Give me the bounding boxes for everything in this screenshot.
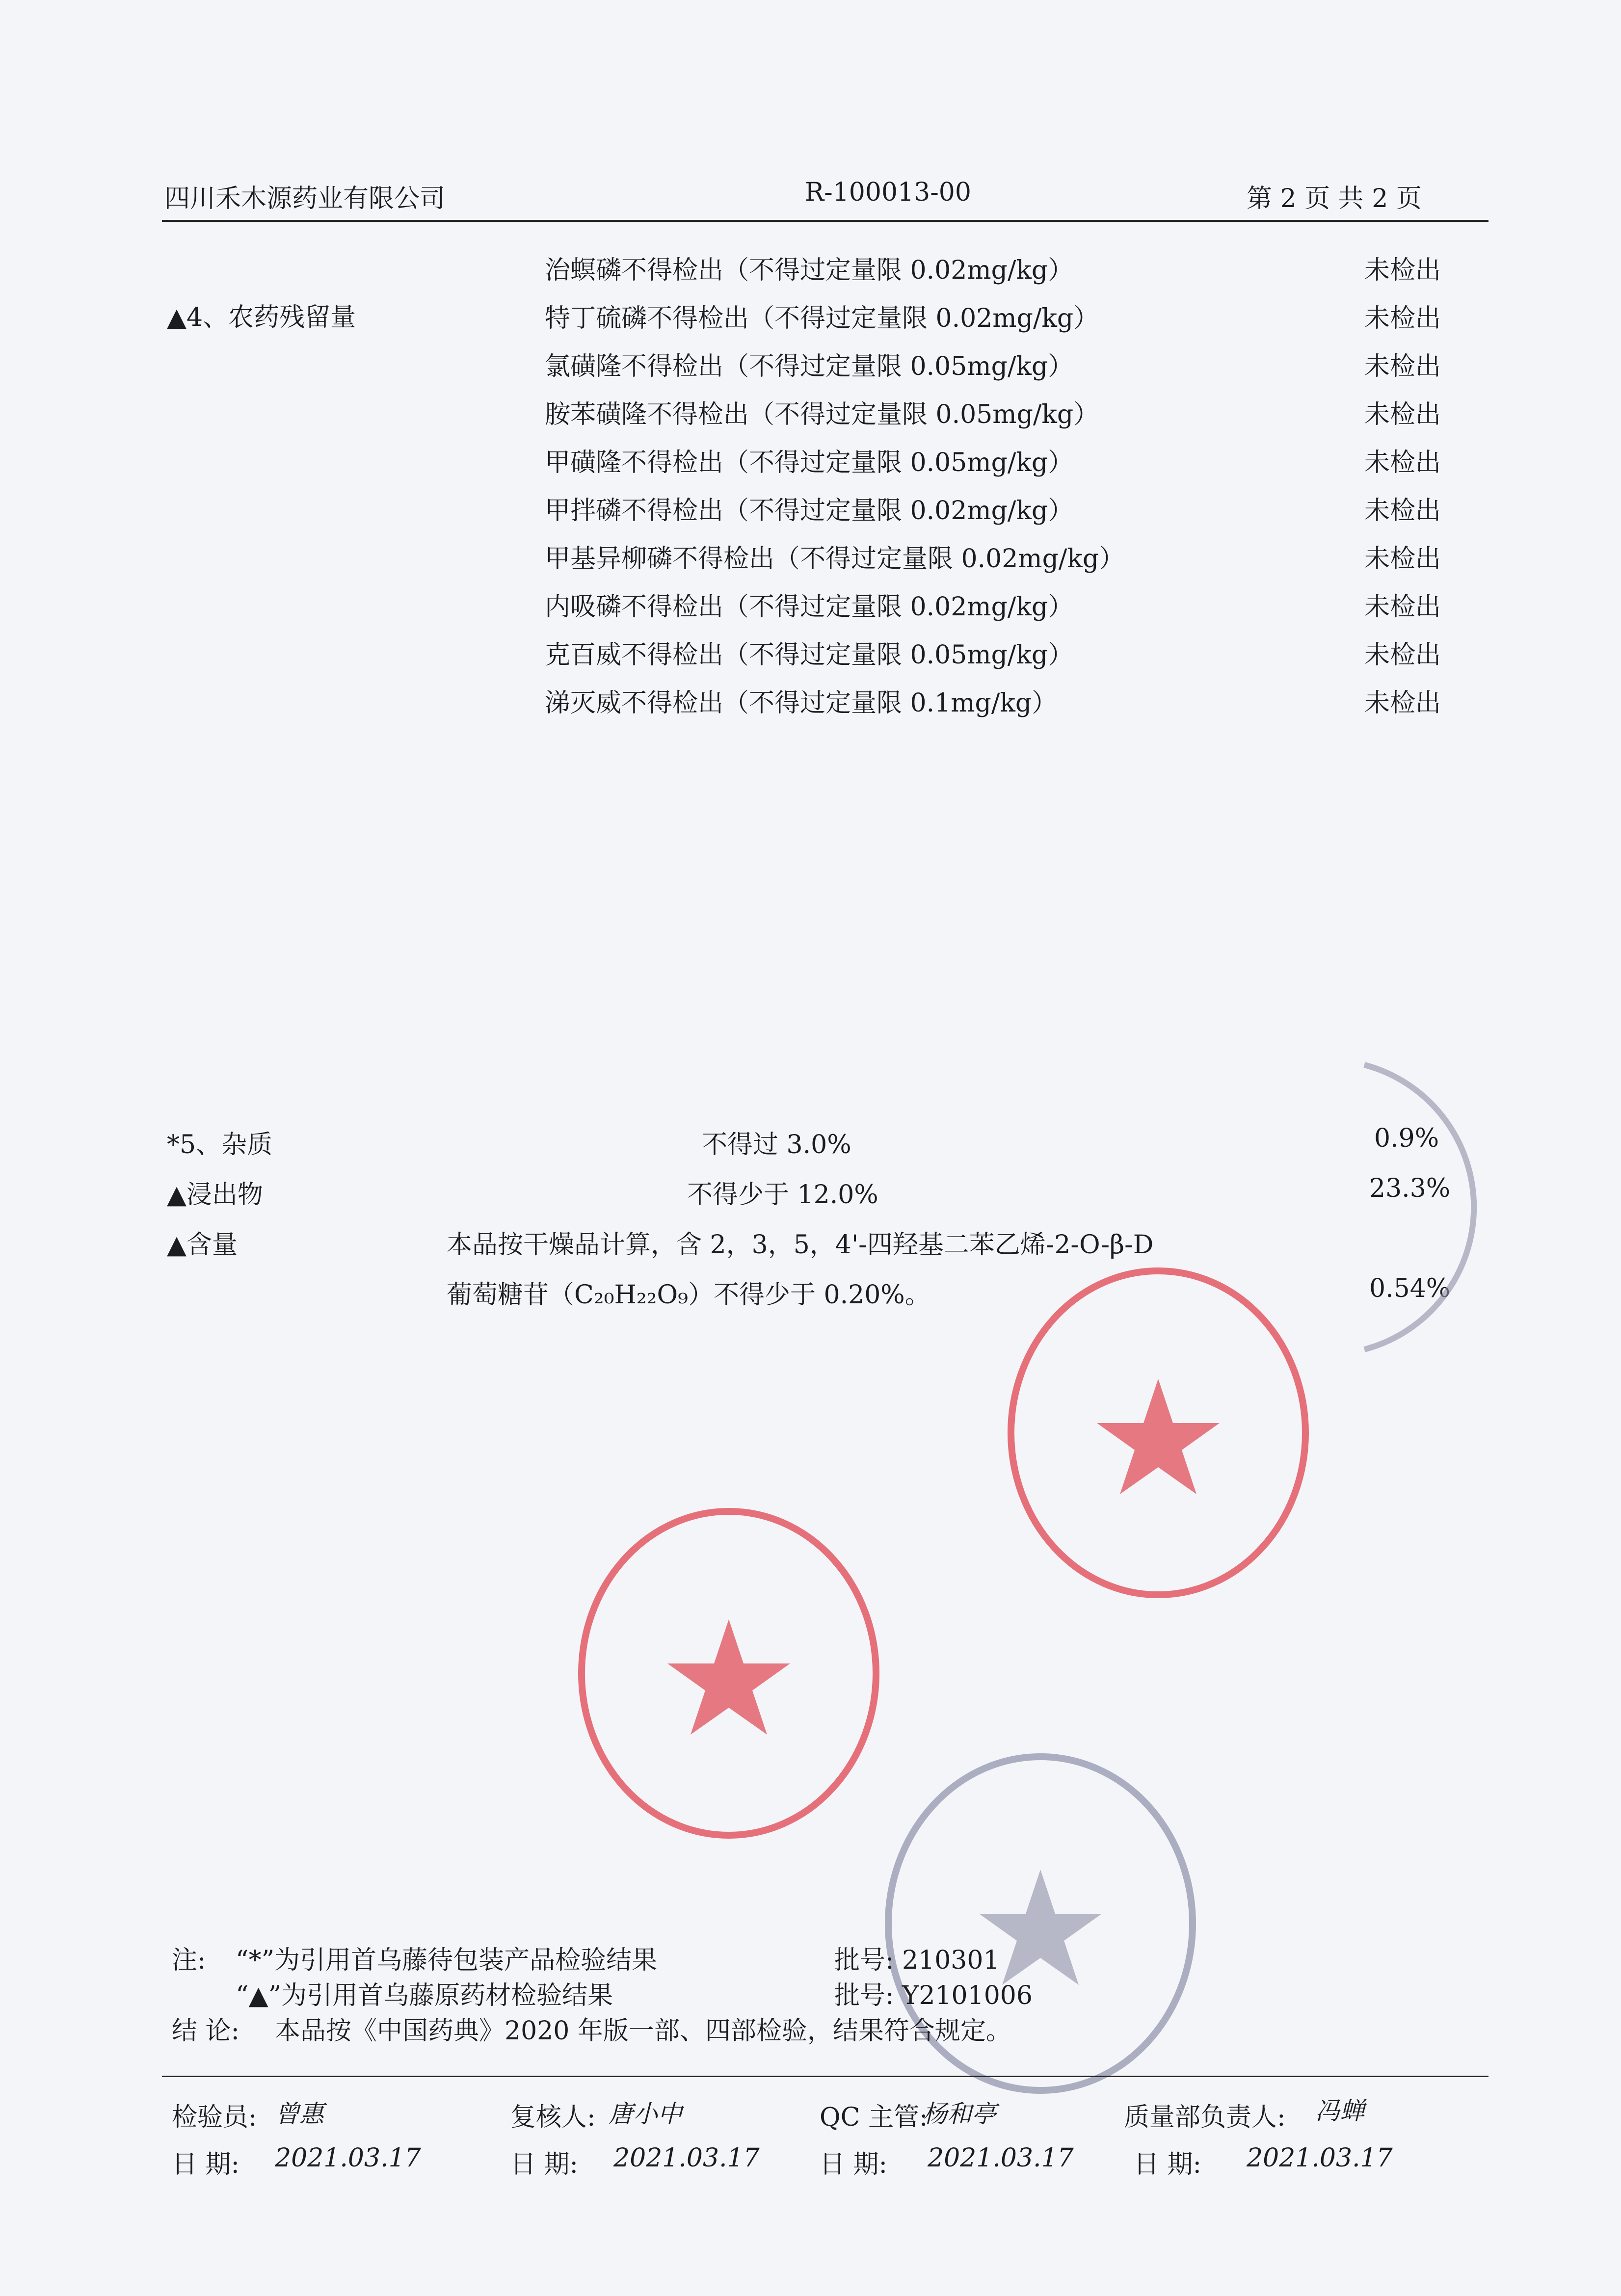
table-row: [0, 490, 1621, 538]
standard-text: 不得过 3.0%: [702, 1130, 851, 1160]
quality-head-label: 质量部负责人:: [1124, 2103, 1286, 2132]
date-label-4: 日 期:: [1134, 2150, 1202, 2179]
result-text: 未检出: [1364, 256, 1441, 285]
table-row: [0, 682, 1621, 730]
standard-text: 甲磺隆不得检出（不得过定量限 0.05mg/kg）: [545, 448, 1074, 477]
result-text: 未检出: [1364, 352, 1441, 381]
note-2: “▲”为引用首乌藤原药材检验结果: [236, 1981, 613, 2010]
result-text: 0.54%: [1369, 1274, 1451, 1303]
item-label: ▲浸出物: [167, 1180, 263, 1210]
item-label: ▲含量: [167, 1230, 238, 1260]
quality-dept-stamp: [569, 1497, 888, 1850]
standard-text: 甲基异柳磷不得检出（不得过定量限 0.02mg/kg）: [545, 544, 1125, 574]
table-row: [0, 394, 1621, 442]
date-label-3: 日 期:: [820, 2150, 888, 2179]
qc-label: QC 主管:: [820, 2103, 928, 2132]
result-text: 未检出: [1364, 640, 1441, 670]
standard-text: 胺苯磺隆不得检出（不得过定量限 0.05mg/kg）: [545, 400, 1099, 429]
result-text: 未检出: [1364, 496, 1441, 526]
signature-rule: [162, 2076, 1488, 2077]
qc-signature: 杨和亭: [923, 2100, 996, 2128]
standard-text: 不得少于 12.0%: [687, 1180, 878, 1210]
reviewer-signature: 唐小中: [609, 2100, 682, 2128]
note-2-batch: 批号: Y2101006: [834, 1981, 1033, 2010]
standard-text: 治螟磷不得检出（不得过定量限 0.02mg/kg）: [545, 256, 1074, 285]
table-row: [0, 586, 1621, 634]
note-1-batch: 批号: 210301: [834, 1946, 1000, 1975]
note-1: “*”为引用首乌藤待包装产品检验结果: [236, 1946, 658, 1975]
result-text: 未检出: [1364, 400, 1441, 429]
standard-text: 葡萄糖苷（C₂₀H₂₂O₉）不得少于 0.20%。: [447, 1280, 930, 1310]
document-number: R-100013-00: [805, 178, 971, 207]
date-4: 2021.03.17: [1247, 2143, 1393, 2173]
standard-text: 内吸磷不得检出（不得过定量限 0.02mg/kg）: [545, 592, 1074, 622]
date-2: 2021.03.17: [613, 2143, 760, 2173]
standard-text: 氯磺隆不得检出（不得过定量限 0.05mg/kg）: [545, 352, 1074, 381]
date-1: 2021.03.17: [275, 2143, 421, 2173]
standard-text: 甲拌磷不得检出（不得过定量限 0.02mg/kg）: [545, 496, 1074, 526]
note-label: 注:: [172, 1946, 206, 1975]
inspector-signature: 曾惠: [275, 2100, 324, 2128]
result-text: 未检出: [1364, 544, 1441, 574]
table-row: [0, 442, 1621, 490]
header-rule: [162, 220, 1488, 222]
table-row: [0, 297, 1621, 345]
table-row: [0, 345, 1621, 394]
standard-text: 特丁硫磷不得检出（不得过定量限 0.02mg/kg）: [545, 304, 1099, 333]
standard-text: 克百威不得检出（不得过定量限 0.05mg/kg）: [545, 640, 1074, 670]
table-row: [0, 634, 1621, 682]
company-name: 四川禾木源药业有限公司: [164, 184, 446, 213]
conclusion-text: 本品按《中国药典》2020 年版一部、四部检验，结果符合规定。: [275, 2016, 1011, 2046]
result-text: 未检出: [1364, 448, 1441, 477]
inspection-seal-stamp: [1001, 1256, 1315, 1610]
result-text: 未检出: [1364, 304, 1441, 333]
conclusion-label: 结 论:: [172, 2016, 240, 2046]
item-label: *5、杂质: [167, 1130, 273, 1160]
inspector-label: 检验员:: [172, 2103, 257, 2132]
table-row: [0, 538, 1621, 586]
date-label-2: 日 期:: [510, 2150, 579, 2179]
company-seal-stamp: [874, 1742, 1207, 2105]
date-3: 2021.03.17: [928, 2143, 1074, 2173]
standard-text: 涕灭威不得检出（不得过定量限 0.1mg/kg）: [545, 688, 1058, 718]
quality-head-signature: 冯蝉: [1315, 2097, 1364, 2125]
date-label-1: 日 期:: [172, 2150, 240, 2179]
section-4-label: ▲4、农药残留量: [167, 303, 356, 332]
result-text: 未检出: [1364, 592, 1441, 622]
standard-text: 本品按干燥品计算，含 2，3，5，4'-四羟基二苯乙烯-2-O-β-D: [447, 1230, 1154, 1260]
page-indicator: 第 2 页 共 2 页: [1247, 184, 1422, 213]
result-text: 0.9%: [1374, 1124, 1439, 1153]
partial-seal-stamp: [1345, 1055, 1507, 1359]
result-text: 未检出: [1364, 688, 1441, 718]
reviewer-label: 复核人:: [510, 2103, 596, 2132]
table-row: [0, 249, 1621, 297]
result-text: 23.3%: [1369, 1174, 1451, 1203]
